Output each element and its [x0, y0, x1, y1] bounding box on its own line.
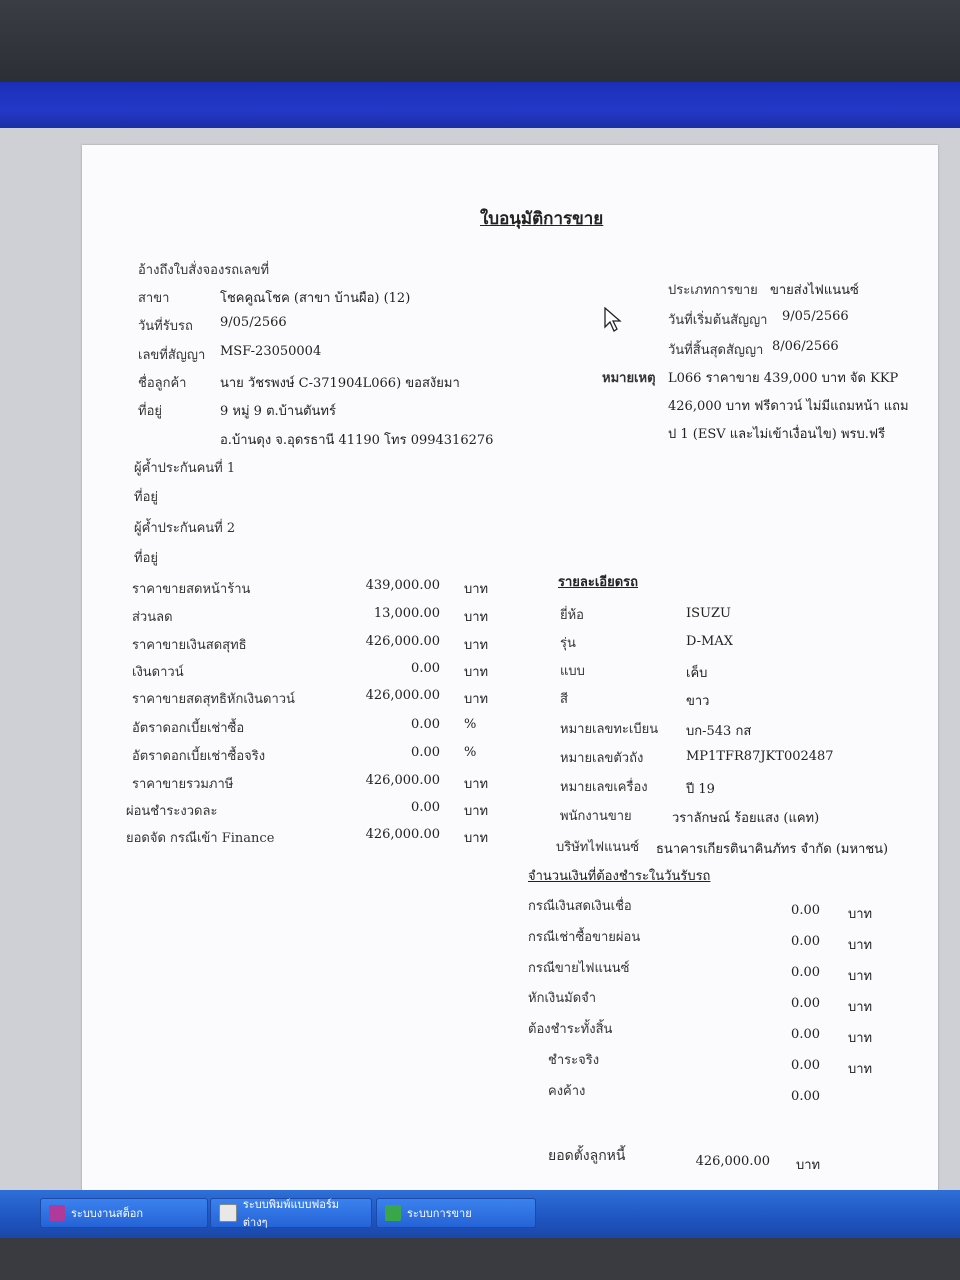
car-detail-value: ปี 19 — [686, 782, 715, 797]
car-details-title: รายละเอียดรถ — [558, 575, 639, 590]
stock-app-icon — [49, 1205, 65, 1221]
receive-date-value: 9/05/2566 — [220, 315, 287, 330]
price-amount: 0.00 — [411, 745, 440, 760]
taskbar-item-stock[interactable] — [40, 1198, 208, 1228]
contract-start-label: วันที่เริ่มต้นสัญญา — [668, 313, 768, 328]
sales-app-icon — [385, 1205, 401, 1221]
price-unit: บาท — [464, 777, 489, 792]
contract-end-value: 8/06/2566 — [772, 339, 839, 354]
contract-no-label: เลขที่สัญญา — [138, 348, 206, 363]
receive-date-label: วันที่รับรถ — [138, 319, 193, 334]
taskbar-item-label: ระบบพิมพ์แบบฟอร์มต่างๆ — [242, 1198, 340, 1229]
address-label: ที่อยู่ — [138, 404, 162, 419]
price-amount: 426,000.00 — [365, 688, 440, 703]
price-amount: 0.00 — [411, 717, 440, 732]
car-detail-label: หมายเลขทะเบียน — [560, 722, 659, 737]
price-unit: บาท — [464, 692, 489, 707]
price-unit: บาท — [464, 804, 489, 819]
total-debt-label: ยอดตั้งลูกหนี้ — [548, 1148, 626, 1164]
contract-end-label: วันที่สิ้นสุดสัญญา — [668, 343, 764, 358]
payment-unit: บาท — [848, 969, 873, 984]
car-detail-value: วราลักษณ์ ร้อยแสง (แคท) — [672, 811, 820, 826]
price-label: ยอดจัด กรณีเข้า Finance — [126, 831, 275, 846]
reference-header: อ้างถึงใบสั่งจองรถเลขที่ — [138, 263, 270, 278]
payment-label: กรณีขายไฟแนนซ์ — [528, 961, 630, 976]
payment-amount: 0.00 — [791, 965, 820, 980]
payment-label: กรณีเงินสดเงินเชื่อ — [528, 899, 632, 914]
price-unit: บาท — [464, 610, 489, 625]
price-label: ส่วนลด — [132, 610, 173, 625]
monitor-bezel-bottom — [0, 1238, 960, 1280]
payment-label: คงค้าง — [548, 1084, 586, 1099]
car-detail-label: หมายเลขตัวถัง — [560, 751, 644, 766]
window-titlebar — [0, 82, 960, 128]
price-label: ราคาขายเงินสดสุทธิ — [132, 638, 247, 653]
guarantor2-label: ผู้ค้ำประกันคนที่ 2 — [134, 521, 236, 536]
price-label: เงินดาวน์ — [132, 665, 184, 680]
customer-name-value: นาย วัชรพงษ์ C-371904L066) ขอสงัยมา — [220, 376, 460, 391]
taskbar-item-sales[interactable] — [376, 1198, 536, 1228]
guarantor1-address-label: ที่อยู่ — [134, 490, 158, 505]
price-label: ราคาขายรวมภาษี — [132, 777, 234, 792]
branch-label: สาขา — [138, 291, 170, 306]
payment-unit: บาท — [848, 938, 873, 953]
approval-document — [82, 145, 938, 1205]
car-detail-value: ขาว — [686, 694, 710, 709]
price-unit: บาท — [464, 831, 489, 846]
price-label: ราคาขายสดหน้าร้าน — [132, 582, 251, 597]
customer-name-label: ชื่อลูกค้า — [138, 376, 187, 391]
price-amount: 426,000.00 — [365, 634, 440, 649]
car-detail-label: รุ่น — [560, 636, 576, 651]
taskbar-item-label: ระบบงานสต็อก — [71, 1207, 143, 1220]
taskbar-item-print-forms[interactable] — [210, 1198, 372, 1228]
price-label: อัตราดอกเบี้ยเช่าซื้อจริง — [132, 749, 266, 764]
car-detail-value: บก-543 กส — [686, 724, 752, 739]
car-detail-label: สี — [560, 692, 568, 707]
document-title: ใบอนุมัติการขาย — [480, 209, 604, 229]
payment-unit: บาท — [848, 1000, 873, 1015]
payment-label: กรณีเช่าซื้อขายผ่อน — [528, 930, 641, 945]
price-label: อัตราดอกเบี้ยเช่าซื้อ — [132, 721, 245, 736]
car-detail-value: ISUZU — [686, 606, 731, 621]
payment-unit: บาท — [848, 1062, 873, 1077]
car-detail-label: พนักงานขาย — [560, 809, 632, 824]
price-amount: 439,000.00 — [365, 578, 440, 593]
mouse-cursor-icon — [604, 307, 622, 333]
address-line2: อ.บ้านดุง จ.อุดรธานี 41190 โทร 0994316276 — [220, 433, 494, 448]
payment-amount: 0.00 — [791, 1058, 820, 1073]
print-form-icon — [219, 1204, 237, 1222]
car-detail-value: D-MAX — [686, 634, 734, 649]
taskbar — [0, 1190, 960, 1238]
payment-label: ชำระจริง — [548, 1053, 600, 1068]
payment-label: ต้องชำระทั้งสิ้น — [528, 1022, 613, 1037]
price-unit: บาท — [464, 582, 489, 597]
payment-unit: บาท — [848, 1031, 873, 1046]
payment-section-title: จำนวนเงินที่ต้องชำระในวันรับรถ — [528, 869, 711, 884]
branch-value: โชคคูณโชค (สาขา บ้านผือ) (12) — [220, 291, 411, 306]
total-debt-unit: บาท — [796, 1158, 821, 1173]
taskbar-item-label: ระบบการขาย — [407, 1207, 472, 1220]
car-detail-value: MP1TFR87JKT002487 — [686, 749, 834, 764]
remark-line2: 426,000 บาท ฟรีดาวน์ ไม่มีแถมหน้า แถม — [668, 399, 909, 414]
car-detail-value: เค็บ — [686, 666, 708, 681]
guarantor1-label: ผู้ค้ำประกันคนที่ 1 — [134, 461, 236, 476]
remark-line3: ป 1 (ESV และไม่เข้าเงื่อนไข) พรบ.ฟรี — [668, 427, 886, 442]
payment-label: หักเงินมัดจำ — [528, 991, 597, 1006]
price-unit: บาท — [464, 665, 489, 680]
price-unit: % — [464, 745, 477, 760]
price-unit: บาท — [464, 638, 489, 653]
payment-amount: 0.00 — [791, 934, 820, 949]
payment-amount: 0.00 — [791, 903, 820, 918]
sale-type-label: ประเภทการขาย — [668, 283, 758, 298]
price-amount: 426,000.00 — [365, 773, 440, 788]
remark-label: หมายเหตุ — [602, 371, 656, 386]
price-amount: 0.00 — [411, 800, 440, 815]
finance-company-label: บริษัทไฟแนนซ์ — [556, 840, 640, 855]
price-label: ผ่อนชำระงวดละ — [126, 804, 218, 819]
car-detail-label: ยี่ห้อ — [560, 608, 584, 623]
car-detail-label: แบบ — [560, 664, 585, 679]
payment-amount: 0.00 — [791, 1027, 820, 1042]
sale-type-value: ขายส่งไฟแนนซ์ — [770, 283, 859, 298]
price-amount: 0.00 — [411, 661, 440, 676]
monitor-bezel-top — [0, 0, 960, 95]
price-label: ราคาขายสดสุทธิหักเงินดาวน์ — [132, 692, 295, 707]
car-detail-label: หมายเลขเครื่อง — [560, 780, 648, 795]
payment-unit: บาท — [848, 907, 873, 922]
remark-line1: L066 ราคาขาย 439,000 บาท จัด KKP — [668, 371, 899, 386]
finance-company-value: ธนาคารเกียรตินาคินภัทร จำกัด (มหาชน) — [656, 842, 889, 857]
address-line1: 9 หมู่ 9 ต.บ้านตันทร์ — [220, 404, 336, 419]
total-debt-amount: 426,000.00 — [695, 1154, 770, 1169]
payment-amount: 0.00 — [791, 996, 820, 1011]
payment-amount: 0.00 — [791, 1089, 820, 1104]
guarantor2-address-label: ที่อยู่ — [134, 551, 158, 566]
price-unit: % — [464, 717, 477, 732]
contract-start-value: 9/05/2566 — [782, 309, 849, 324]
price-amount: 426,000.00 — [365, 827, 440, 842]
contract-no-value: MSF-23050004 — [220, 344, 322, 359]
price-amount: 13,000.00 — [373, 606, 440, 621]
